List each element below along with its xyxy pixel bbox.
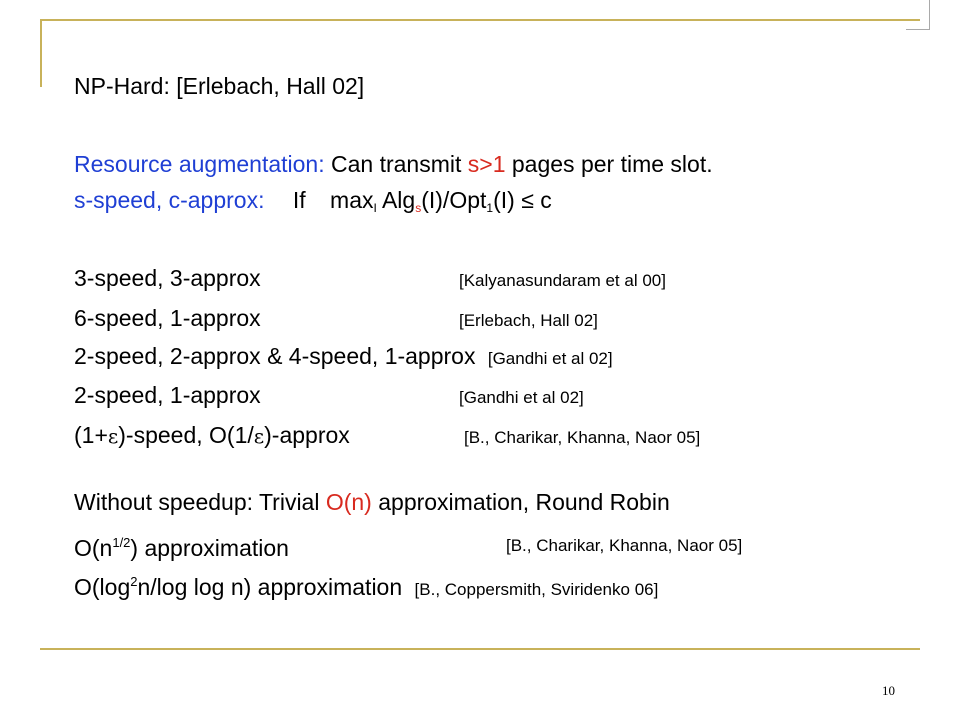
epsilon-text-1: (1+ — [74, 422, 108, 448]
result-row — [74, 343, 613, 372]
log-result-row — [74, 569, 658, 603]
definition-end: (I) — [493, 187, 515, 213]
definition-alg-sub: s — [415, 201, 422, 215]
result-reference: [Erlebach, Hall 02] — [459, 311, 598, 330]
epsilon-text-2: )-speed, O(1/ — [118, 422, 254, 448]
definition-c: c — [540, 187, 552, 213]
sqrt-result-reference: [B., Charikar, Khanna, Naor 05] — [506, 536, 743, 555]
log-result-suffix: n/log log n) approximation — [137, 574, 403, 600]
bottom-rule — [40, 648, 920, 650]
resource-augmentation-line — [74, 151, 713, 177]
result-row — [74, 265, 666, 291]
left-rule — [40, 19, 42, 87]
epsilon-text-3: )-approx — [264, 422, 350, 448]
epsilon-symbol: ε — [253, 424, 265, 448]
without-speedup-rest: approximation, Round Robin — [371, 489, 670, 515]
epsilon-reference: [B., Charikar, Khanna, Naor 05] — [464, 428, 701, 447]
epsilon-symbol: ε — [107, 424, 119, 448]
log-result-sup: 2 — [130, 574, 138, 589]
definition-max: max — [330, 187, 374, 213]
sqrt-result-suffix: ) approximation — [130, 535, 289, 561]
definition-opt: (I)/Opt — [421, 187, 487, 213]
epsilon-result-row — [74, 422, 701, 449]
without-speedup-line — [74, 489, 670, 515]
page-number: 10 — [882, 683, 895, 698]
log-result-reference: [B., Coppersmith, Sviridenko 06] — [414, 580, 659, 599]
definition-max-sub: I — [373, 201, 377, 215]
resource-augmentation-text-end: pages per time slot. — [505, 151, 713, 177]
without-speedup-highlight: O(n) — [325, 489, 372, 515]
result-text: 2-speed, 1-approx — [74, 382, 261, 408]
result-reference: [Gandhi et al 02] — [459, 388, 584, 407]
resource-augmentation-label: Resource augmentation: — [74, 151, 325, 177]
definition-opt-sub: 1 — [486, 201, 494, 215]
result-text: 2-speed, 2-approx & 4-speed, 1-approx — [74, 343, 476, 369]
sqrt-result-prefix: O(n — [74, 535, 113, 561]
result-reference: [Kalyanasundaram et al 00] — [459, 271, 666, 290]
top-rule — [40, 19, 920, 21]
sqrt-result-sup: 1/2 — [112, 535, 131, 550]
without-speedup-label: Without speedup: Trivial — [74, 489, 326, 515]
sqrt-result-row — [74, 530, 743, 561]
result-text: 6-speed, 1-approx — [74, 305, 261, 331]
result-reference: [Gandhi et al 02] — [487, 349, 613, 368]
np-hard-line: NP-Hard: [Erlebach, Hall 02] — [74, 73, 365, 99]
resource-augmentation-text: Can transmit — [331, 151, 468, 177]
log-result-prefix: O(log — [74, 574, 131, 600]
corner-box — [906, 0, 930, 30]
definition-alg: Alg — [381, 187, 416, 213]
result-row — [74, 305, 598, 331]
definition-label: s-speed, c-approx: — [74, 187, 265, 213]
resource-augmentation-highlight: s>1 — [467, 151, 506, 177]
definition-line — [74, 187, 552, 221]
definition-if: If — [292, 187, 306, 213]
leq-symbol: ≤ — [521, 187, 534, 213]
result-row — [74, 382, 584, 408]
result-text: 3-speed, 3-approx — [74, 265, 261, 291]
